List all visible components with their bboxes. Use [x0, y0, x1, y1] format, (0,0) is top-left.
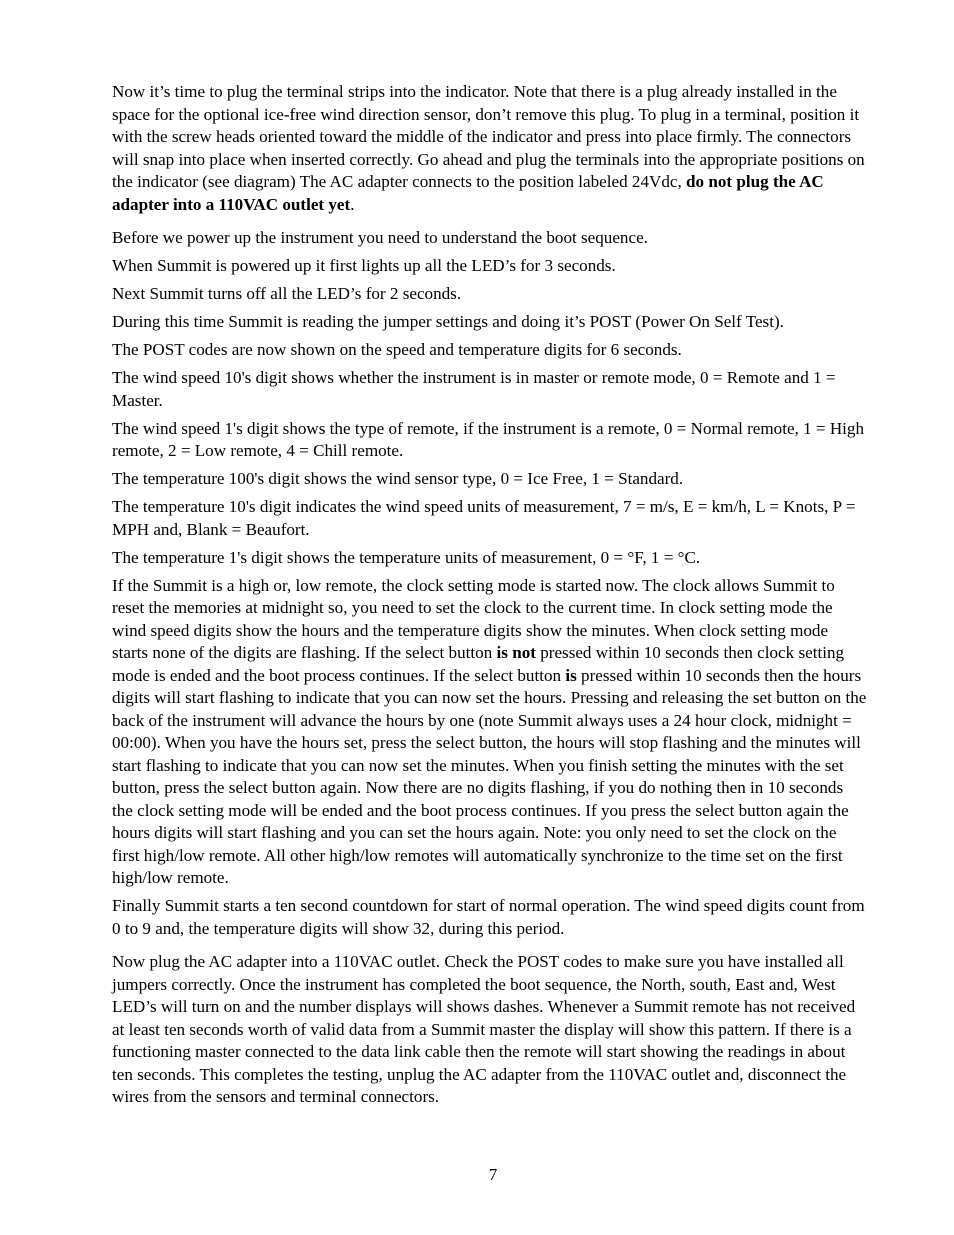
paragraph-temp-100s: The temperature 100's digit shows the wind sensor type, 0 = Ice Free, 1 = Standard.: [112, 469, 684, 488]
paragraph-speed-1s: The wind speed 1's digit shows the type of remote, if the instrument is a remote, 0 = Normal remote, 1 = High remote, 2 = Low remote, 4 = Chill remote.: [112, 418, 865, 460]
paragraph-boot-intro: Before we power up the instrument you need to understand the boot sequence.: [112, 228, 648, 247]
bold-is-not: is not: [496, 643, 536, 662]
paragraph-led-on: When Summit is powered up it first lights up all the LED’s for 3 seconds.: [112, 256, 616, 275]
paragraph-post: During this time Summit is reading the jumper settings and doing it’s POST (Power On Self Test).: [112, 312, 784, 331]
paragraph-countdown: Finally Summit starts a ten second countdown for start of normal operation. The wind speed digits count from 0 to 9 and, the temperature digits will show 32, during this period.: [112, 896, 865, 938]
paragraph-text: pressed within 10 seconds then clock setting mode is ended and the boot process continues. If the select button: [112, 643, 845, 685]
paragraph-clock-setting: [112, 575, 868, 890]
paragraph-text: Now it’s time to plug the terminal strips into the indicator. Note that there is a plug already installed in the space for the optional ice-free wind direction sensor, don’t remove this plug. To plug in a terminal, position it with the screw heads oriented toward the middle of the indicator and press into place firmly. The connectors will snap into place when inserted correctly. Go ahead and plug the terminals into the appropriate positions on the indicator (see diagram) The AC adapter connects to the position labeled 24Vdc,: [112, 82, 865, 191]
page-number: 7: [488, 1165, 498, 1184]
paragraph-end: .: [350, 194, 355, 214]
paragraph-text: pressed within 10 seconds then the hours digits will start flashing to indicate that you can now set the hours. Pressing and releasing the set button on the back of the instrument will advance the hours by one (note Summit always uses a 24 hour clock, midnight = 00:00). When you have the hours set, press the select button, the hours will stop flashing and the minutes will start flashing to indicate that you can now set the minutes. When you finish setting the minutes with the set button, press the select button again. Now there are no digits flashing, if you do nothing then in 10 seconds the clock setting mode will be ended and the boot process continues. If you press the select button again the hours digits will start flashing and you can set the hours again. Note: you only need to set the clock on the first high/low remote. All other high/low remotes will automatically synchronize to the time set on the first high/low remote.: [112, 665, 867, 887]
paragraph-post-codes: The POST codes are now shown on the speed and temperature digits for 6 seconds.: [112, 340, 682, 359]
paragraph-led-off: Next Summit turns off all the LED’s for 2 seconds.: [112, 284, 462, 303]
document-body: [112, 81, 868, 1114]
paragraph-terminal-strips: [112, 81, 868, 216]
paragraph-temp-10s: The temperature 10's digit indicates the wind speed units of measurement, 7 = m/s, E = km/h, L = Knots, P = MPH and, Blank = Beaufort.: [112, 497, 856, 539]
paragraph-ac-adapter: Now plug the AC adapter into a 110VAC outlet. Check the POST codes to make sure you have installed all jumpers correctly. Once the instrument has completed the boot sequence, the North, south, East and, West LED’s will turn on and the number displays will shows dashes. Whenever a Summit remote has not received at least ten seconds worth of valid data from a Summit master the display will show this pattern. If there is a functioning master connected to the data link cable then the remote will start showing the readings in about ten seconds. This completes the testing, unplug the AC adapter from the 110VAC outlet and, disconnect the wires from the sensors and terminal connectors.: [112, 952, 856, 1106]
paragraph-speed-10s: The wind speed 10's digit shows whether the instrument is in master or remote mode, 0 = Remote and 1 = Master.: [112, 368, 836, 410]
bold-warning: do not plug the AC adapter into a 110VAC outlet yet: [112, 172, 824, 214]
bold-is: is: [565, 665, 577, 685]
paragraph-temp-1s: The temperature 1's digit shows the temperature units of measurement, 0 = °F, 1 = °C.: [112, 547, 701, 567]
paragraph-text: If the Summit is a high or, low remote, the clock setting mode is started now. The clock allows Summit to reset the memories at midnight so, you need to set the clock to the current time. In clock setting mode the wind speed digits show the hours and the temperature digits show the minutes. When clock setting mode starts none of the digits are flashing. If the select button: [112, 575, 835, 662]
